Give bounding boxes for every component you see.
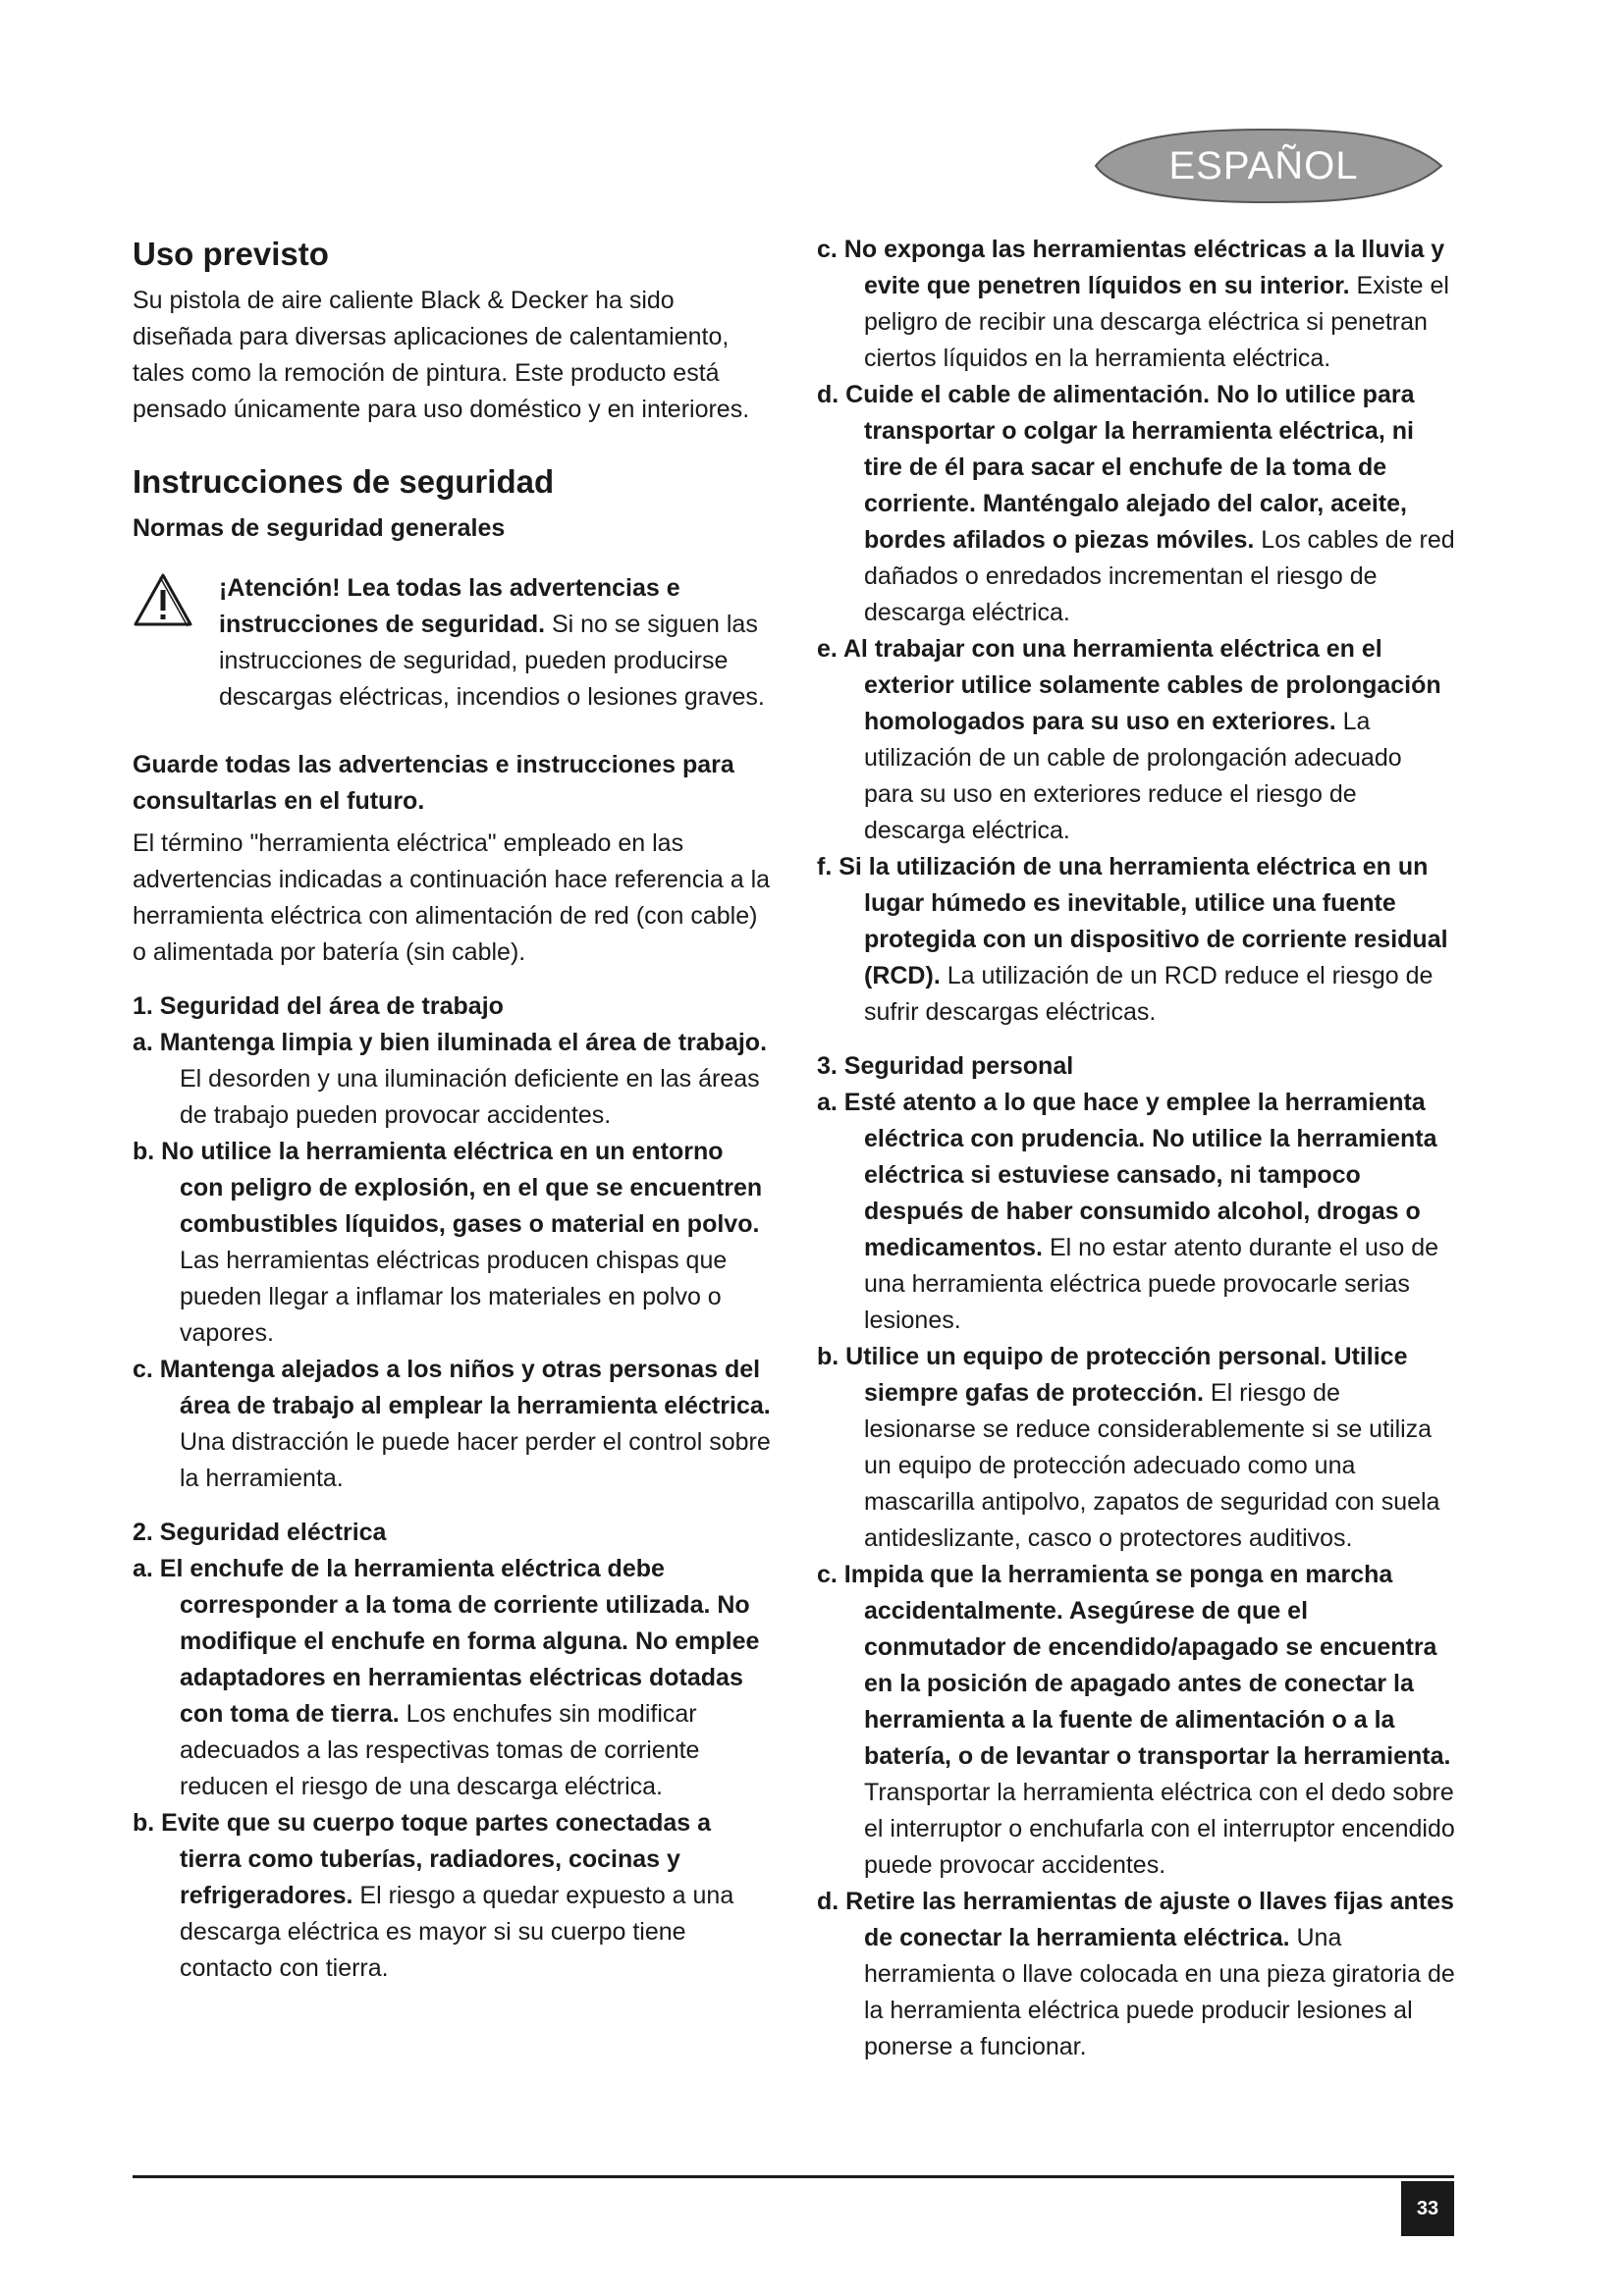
item-bold: b. Utilice un equipo de protección personal. Utilice siempre gafas de protección. — [817, 1343, 1408, 1407]
section2-item-d — [817, 377, 1455, 631]
item-body: La utilización de un RCD reduce el riesgo de sufrir descargas eléctricas. — [864, 962, 1434, 1026]
warning-triangle-icon — [133, 572, 193, 627]
page-number: 33 — [1401, 2181, 1454, 2236]
section1-item-a — [133, 1025, 771, 1134]
language-label: ESPAÑOL — [1168, 144, 1359, 187]
warning-body-text: Si no se siguen las instrucciones de seguridad, pueden producirse descargas eléctricas, incendios o lesiones graves. — [219, 611, 765, 711]
item-body: Transportar la herramienta eléctrica con el dedo sobre el interruptor o enchufarla con el interruptor encendido puede provocar accidentes. — [864, 1779, 1455, 1879]
item-body: Los cables de red dañados o enredados incrementan el riesgo de descarga eléctrica. — [864, 526, 1455, 626]
section3-item-a — [817, 1085, 1455, 1339]
item-body: Los enchufes sin modificar adecuados a las respectivas tomas de corriente reducen el riesgo de una descarga eléctrica. — [180, 1700, 700, 1800]
language-tab — [1078, 126, 1449, 206]
item-bold: f. Si la utilización de una herramienta eléctrica en un lugar húmedo es inevitable, utilice una fuente protegida con un dispositivo de corriente residual (RCD). — [817, 853, 1448, 989]
item-bold: e. Al trabajar con una herramienta eléctrica en el exterior utilice solamente cables de prolongación homologados para su uso en exteriores. — [817, 635, 1441, 735]
item-bold: c. Mantenga alejados a los niños y otras personas del área de trabajo al emplear la herramienta eléctrica. — [133, 1356, 771, 1419]
item-body: Una herramienta o llave colocada en una pieza giratoria de la herramienta eléctrica puede producir lesiones al ponerse a funcionar. — [864, 1924, 1455, 2060]
item-bold: d. Cuide el cable de alimentación. No lo utilice para transportar o colgar la herramienta eléctrica, ni tire de él para sacar el enchufe de la toma de corriente. Manténgalo alejado del calor, aceite, bordes afilados o piezas móviles. — [817, 381, 1415, 554]
section2-item-c — [817, 232, 1455, 377]
item-body: La utilización de un cable de prolongación adecuado para su uso en exteriores reduce el riesgo de descarga eléctrica. — [864, 708, 1402, 844]
footer-rule — [133, 2175, 1454, 2178]
section3-item-c — [817, 1557, 1455, 1884]
item-bold: b. Evite que su cuerpo toque partes conectadas a tierra como tuberías, radiadores, cocinas y refrigeradores. — [133, 1809, 712, 1909]
item-bold: d. Retire las herramientas de ajuste o llaves fijas antes de conectar la herramienta eléctrica. — [817, 1888, 1454, 1951]
item-bold: a. Mantenga limpia y bien iluminada el área de trabajo. — [133, 1029, 768, 1056]
termino-paragraph: El término "herramienta eléctrica" empleado en las advertencias indicadas a continuación hace referencia a la herramienta eléctrica con alimentación de red (con cable) o alimentada por batería (sin cable). — [133, 829, 771, 966]
item-body: El no estar atento durante el uso de una herramienta eléctrica puede provocarle serias lesiones. — [864, 1234, 1439, 1334]
section1-title: 1. Seguridad del área de trabajo — [133, 992, 504, 1020]
section3-title: 3. Seguridad personal — [817, 1052, 1074, 1080]
item-body: El riesgo de lesionarse se reduce considerablemente si se utiliza un equipo de protección adecuado como una mascarilla antipolvo, zapatos de seguridad con suela antideslizante, casco o protectores auditivos. — [864, 1379, 1440, 1552]
right-column — [817, 232, 1455, 2065]
section2-title: 2. Seguridad eléctrica — [133, 1519, 387, 1546]
item-body: Las herramientas eléctricas producen chispas que pueden llegar a inflamar los materiales en polvo o vapores. — [180, 1247, 728, 1347]
item-bold: a. Esté atento a lo que hace y emplee la herramienta eléctrica con prudencia. No utilice la herramienta eléctrica si estuviese cansado, ni tampoco después de haber consumido alcohol, drogas o medicamentos. — [817, 1089, 1437, 1261]
warning-bold-text: ¡Atención! Lea todas las advertencias e instrucciones de seguridad. — [219, 574, 680, 638]
left-column — [133, 232, 771, 1987]
item-bold: c. No exponga las herramientas eléctricas a la lluvia y evite que penetren líquidos en su interior. — [817, 236, 1445, 299]
uso-previsto-body: Su pistola de aire caliente Black & Decker ha sido diseñada para diversas aplicaciones de calentamiento, tales como la remoción de pintura. Este producto está pensado únicamente para uso doméstico y en interiores. — [133, 287, 750, 423]
item-body: El desorden y una iluminación deficiente en las áreas de trabajo pueden provocar accidentes. — [180, 1065, 760, 1129]
guarde-heading: Guarde todas las advertencias e instrucciones para consultarlas en el futuro. — [133, 751, 734, 815]
normas-subheading: Normas de seguridad generales — [133, 514, 506, 542]
section2-item-f — [817, 849, 1455, 1031]
uso-previsto-heading: Uso previsto — [133, 236, 329, 272]
item-bold: a. El enchufe de la herramienta eléctrica debe corresponder a la toma de corriente utilizada. No modifique el enchufe en forma alguna. No emplee adaptadores en herramientas eléctricas dotadas con toma de tierra. — [133, 1555, 760, 1728]
item-bold: b. No utilice la herramienta eléctrica en un entorno con peligro de explosión, en el que se encuentren combustibles líquidos, gases o material en polvo. — [133, 1138, 763, 1238]
item-body: El riesgo a quedar expuesto a una descarga eléctrica es mayor si su cuerpo tiene contacto con tierra. — [180, 1882, 734, 1982]
item-body: Una distracción le puede hacer perder el control sobre la herramienta. — [180, 1428, 771, 1492]
section2-item-a — [133, 1551, 771, 1805]
warning-block — [133, 570, 771, 716]
instrucciones-heading: Instrucciones de seguridad — [133, 463, 555, 500]
section2-item-b — [133, 1805, 771, 1987]
item-body: Existe el peligro de recibir una descarga eléctrica si penetran ciertos líquidos en la herramienta eléctrica. — [864, 272, 1449, 372]
section2-item-e — [817, 631, 1455, 849]
section3-item-d — [817, 1884, 1455, 2065]
section3-item-b — [817, 1339, 1455, 1557]
item-bold: c. Impida que la herramienta se ponga en marcha accidentalmente. Asegúrese de que el conmutador de encendido/apagado se encuentra en la posición de apagado antes de conectar la herramienta a la fuente de alimentación o a la batería, o de levantar o transportar la herramienta. — [817, 1561, 1451, 1770]
section1-item-b — [133, 1134, 771, 1352]
section1-item-c — [133, 1352, 771, 1497]
